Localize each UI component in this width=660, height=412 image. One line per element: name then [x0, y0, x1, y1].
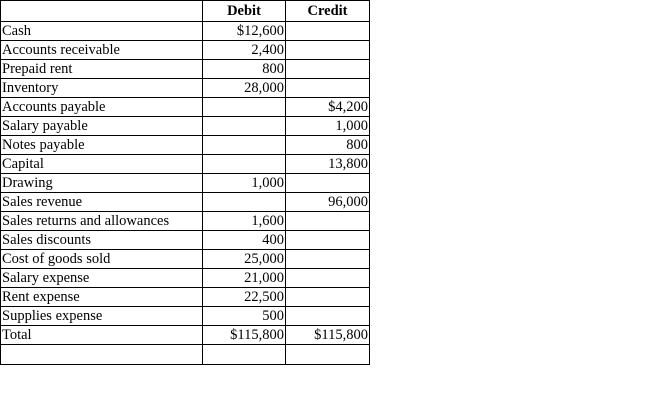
table-row — [1, 231, 370, 250]
debit-cell — [203, 136, 286, 155]
account-cell: Salary expense — [1, 269, 203, 288]
table-row — [1, 98, 370, 117]
debit-cell: 22,500 — [203, 288, 286, 307]
debit-cell — [203, 193, 286, 212]
account-cell: Drawing — [1, 174, 203, 193]
credit-cell — [286, 269, 370, 288]
table-row — [1, 307, 370, 326]
total-label: Total — [1, 326, 203, 345]
debit-cell: 28,000 — [203, 79, 286, 98]
table-row — [1, 288, 370, 307]
total-credit: $115,800 — [286, 326, 370, 345]
table-row — [1, 136, 370, 155]
table-row — [1, 22, 370, 41]
trial-balance-table — [0, 0, 370, 365]
table-row — [1, 41, 370, 60]
debit-cell: 25,000 — [203, 250, 286, 269]
credit-cell — [286, 250, 370, 269]
credit-cell — [286, 41, 370, 60]
account-cell: Capital — [1, 155, 203, 174]
account-cell: Notes payable — [1, 136, 203, 155]
table-row — [1, 269, 370, 288]
credit-cell — [286, 212, 370, 231]
debit-cell: 2,400 — [203, 41, 286, 60]
debit-cell: 800 — [203, 60, 286, 79]
credit-cell: 1,000 — [286, 117, 370, 136]
empty-cell — [203, 345, 286, 365]
account-cell: Salary payable — [1, 117, 203, 136]
debit-cell: $12,600 — [203, 22, 286, 41]
account-cell: Sales discounts — [1, 231, 203, 250]
debit-cell — [203, 117, 286, 136]
account-cell: Inventory — [1, 79, 203, 98]
account-cell: Rent expense — [1, 288, 203, 307]
account-cell: Cost of goods sold — [1, 250, 203, 269]
credit-cell — [286, 231, 370, 250]
table-row — [1, 155, 370, 174]
account-cell: Accounts receivable — [1, 41, 203, 60]
empty-cell — [286, 345, 370, 365]
header-credit: Credit — [286, 1, 370, 22]
table-row — [1, 60, 370, 79]
table-row — [1, 174, 370, 193]
account-cell: Accounts payable — [1, 98, 203, 117]
credit-cell: $4,200 — [286, 98, 370, 117]
table-row — [1, 117, 370, 136]
credit-cell: 96,000 — [286, 193, 370, 212]
table-row — [1, 212, 370, 231]
debit-cell: 1,600 — [203, 212, 286, 231]
debit-cell: 1,000 — [203, 174, 286, 193]
debit-cell: 500 — [203, 307, 286, 326]
credit-cell: 800 — [286, 136, 370, 155]
empty-row — [1, 345, 370, 365]
header-debit: Debit — [203, 1, 286, 22]
account-cell: Supplies expense — [1, 307, 203, 326]
debit-cell — [203, 155, 286, 174]
credit-cell — [286, 288, 370, 307]
empty-cell — [1, 345, 203, 365]
debit-cell: 21,000 — [203, 269, 286, 288]
account-cell: Sales returns and allowances — [1, 212, 203, 231]
credit-cell: 13,800 — [286, 155, 370, 174]
debit-cell: 400 — [203, 231, 286, 250]
table-row — [1, 250, 370, 269]
credit-cell — [286, 307, 370, 326]
credit-cell — [286, 79, 370, 98]
account-cell: Cash — [1, 22, 203, 41]
debit-cell — [203, 98, 286, 117]
table-row — [1, 193, 370, 212]
credit-cell — [286, 60, 370, 79]
account-cell: Prepaid rent — [1, 60, 203, 79]
header-row — [1, 1, 370, 22]
credit-cell — [286, 174, 370, 193]
table-row — [1, 79, 370, 98]
header-account — [1, 1, 203, 22]
total-debit: $115,800 — [203, 326, 286, 345]
credit-cell — [286, 22, 370, 41]
total-row — [1, 326, 370, 345]
account-cell: Sales revenue — [1, 193, 203, 212]
